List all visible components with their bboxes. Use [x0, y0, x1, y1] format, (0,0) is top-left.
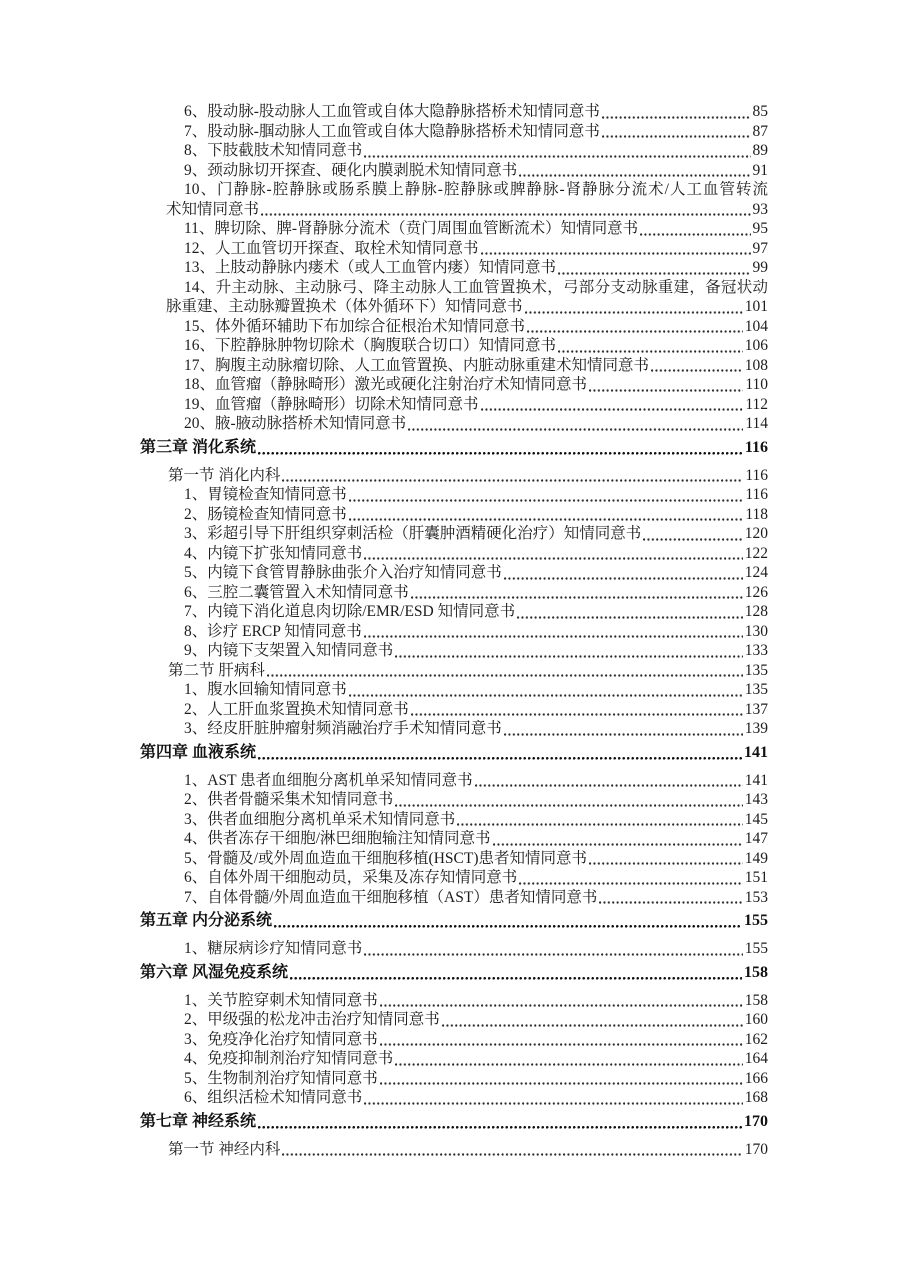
- toc-entry-title: 4、供者冻存干细胞/淋巴细胞输注知情同意书: [184, 830, 491, 847]
- dot-leader: [379, 1069, 744, 1089]
- dot-leader: [601, 102, 752, 122]
- toc-entry-page: 106: [744, 337, 768, 354]
- dot-leader: [410, 583, 744, 603]
- dot-leader: [524, 297, 744, 317]
- toc-item[interactable]: [184, 122, 768, 142]
- toc-item[interactable]: [184, 888, 768, 908]
- dot-leader: [601, 122, 752, 142]
- dot-leader: [503, 563, 744, 583]
- toc-entry-title: 7、自体骨髓/外周血造血干细胞移植（AST）患者知情同意书: [184, 888, 598, 906]
- dot-leader: [588, 375, 744, 395]
- toc-item[interactable]: [184, 719, 768, 739]
- toc-entry-page: 147: [744, 830, 768, 847]
- dot-leader: [363, 939, 743, 959]
- dot-leader: [348, 505, 745, 525]
- toc-item-line1[interactable]: [184, 278, 768, 298]
- toc-entry-title: 6、股动脉-股动脉人工血管或自体大隐静脉搭桥术知情同意书: [184, 103, 600, 120]
- dot-leader: [518, 161, 751, 181]
- dot-leader: [257, 438, 744, 458]
- dot-leader: [407, 414, 744, 434]
- toc-entry-title: 1、糖尿病诊疗知情同意书: [184, 940, 363, 957]
- dot-leader: [642, 524, 743, 544]
- toc-item[interactable]: [184, 1069, 768, 1089]
- toc-item[interactable]: [184, 544, 768, 564]
- toc-entry-title: 3、彩超引导下肝组织穿刺活检（肝囊肿酒精硬化治疗）知情同意书: [184, 525, 642, 542]
- toc-item[interactable]: [184, 641, 768, 661]
- toc-item[interactable]: [184, 395, 768, 415]
- dot-leader: [363, 544, 743, 564]
- toc-entry-page: 160: [744, 1011, 768, 1028]
- toc-entry-title: 15、体外循环辅助下布加综合征根治术知情同意书: [184, 317, 526, 335]
- toc-entry-page: 126: [744, 583, 768, 601]
- toc-entry-page: 170: [744, 1140, 768, 1158]
- toc-entry-title: 17、胸腹主动脉瘤切除、人工血管置换、内脏动脉重建术知情同意书: [184, 356, 650, 374]
- dot-leader: [557, 336, 744, 356]
- toc-entry-page: 120: [744, 525, 768, 542]
- dot-leader: [588, 849, 744, 869]
- toc-entry-title: 5、内镜下食管胃静脉曲张介入治疗知情同意书: [184, 564, 502, 581]
- dot-leader: [516, 602, 744, 622]
- toc-entry-title: 第二节 肝病科: [168, 661, 265, 679]
- toc-item[interactable]: [184, 239, 768, 259]
- toc-entry-page: 108: [744, 356, 768, 374]
- toc-chapter[interactable]: [140, 743, 768, 763]
- toc-entry-page: 158: [744, 991, 768, 1009]
- toc-entry-page: 99: [752, 259, 768, 276]
- toc-entry-title: 第六章 风湿免疫系统: [140, 963, 289, 981]
- dot-leader: [526, 317, 744, 337]
- dot-leader: [639, 219, 751, 239]
- toc-entry-page: 143: [744, 791, 768, 808]
- dot-leader: [456, 810, 743, 830]
- dot-leader: [257, 743, 743, 763]
- toc-item[interactable]: [184, 102, 768, 122]
- toc-entry-page: 85: [752, 103, 768, 120]
- toc-item[interactable]: [184, 849, 768, 869]
- dot-leader: [379, 991, 744, 1011]
- toc-entry-page: 166: [744, 1069, 768, 1087]
- toc-section[interactable]: [168, 1140, 768, 1160]
- toc-entry-title: 2、甲级强的松龙冲击治疗知情同意书: [184, 1011, 440, 1028]
- dot-leader: [281, 1140, 743, 1160]
- toc-entry-title: 3、供者血细胞分离机单采术知情同意书: [184, 810, 456, 828]
- toc-entry-title-continued: 脉重建、主动脉瓣置换术（体外循环下）知情同意书: [166, 298, 523, 315]
- toc-entry-page: 168: [744, 1089, 768, 1106]
- toc-entry-title: 2、供者骨髓采集术知情同意书: [184, 791, 394, 808]
- dot-leader: [503, 719, 744, 739]
- toc-entry-title: 20、腋-腋动脉搭桥术知情同意书: [184, 415, 407, 432]
- toc-entry-page: 91: [752, 161, 768, 179]
- dot-leader: [474, 771, 744, 791]
- toc-item-line1[interactable]: [184, 180, 768, 200]
- toc-entry-title: 9、内镜下支架置入知情同意书: [184, 642, 394, 659]
- toc-entry-title: 2、肠镜检查知情同意书: [184, 505, 347, 523]
- toc-item[interactable]: [184, 141, 768, 161]
- toc-entry-title: 第四章 血液系统: [140, 743, 257, 761]
- toc-entry-title: 3、免疫净化治疗知情同意书: [184, 1030, 378, 1048]
- toc-entry-title: 8、下肢截肢术知情同意书: [184, 142, 363, 159]
- dot-leader: [379, 1030, 744, 1050]
- toc-entry-page: 116: [745, 486, 768, 503]
- toc-entry-page: 135: [744, 661, 768, 679]
- toc-item[interactable]: [184, 991, 768, 1011]
- toc-item[interactable]: [184, 219, 768, 239]
- toc-entry-title: 第五章 内分泌系统: [140, 912, 273, 929]
- dot-leader: [557, 258, 751, 278]
- dot-leader: [281, 466, 744, 486]
- dot-leader: [266, 661, 744, 681]
- toc-entry-title: 第七章 神经系统: [140, 1112, 257, 1130]
- dot-leader: [348, 485, 745, 505]
- toc-entry-page: 164: [744, 1050, 768, 1067]
- toc-entry-title: 6、三腔二囊管置入术知情同意书: [184, 583, 409, 601]
- toc-entry-page: 104: [744, 317, 768, 335]
- toc-section[interactable]: [168, 466, 768, 486]
- toc-entry-title: 14、升主动脉、主动脉弓、降主动脉人工血管置换术，弓部分支动脉重建，备冠状动: [184, 278, 768, 296]
- toc-entry-title: 6、自体外周干细胞动员，采集及冻存知情同意书: [184, 869, 518, 886]
- toc-entry-title: 19、血管瘤（静脉畸形）切除术知情同意书: [184, 395, 479, 413]
- dot-leader: [480, 395, 745, 415]
- toc-entry-page: 101: [744, 298, 768, 315]
- toc-item[interactable]: [184, 1049, 768, 1069]
- toc-entry-title: 9、颈动脉切开探查、硬化内膜剥脱术知情同意书: [184, 161, 518, 179]
- toc-item[interactable]: [184, 700, 768, 720]
- dot-leader: [441, 1010, 744, 1030]
- toc-entry-title: 第一节 神经内科: [168, 1140, 281, 1158]
- toc-entry-title: 1、AST 患者血细胞分离机单采知情同意书: [184, 771, 473, 789]
- toc-entry-title: 10、门静脉-腔静脉或肠系膜上静脉-腔静脉或脾静脉-肾静脉分流术/人工血管转流: [184, 181, 768, 198]
- toc-item-line2[interactable]: [166, 200, 768, 220]
- toc-entry-title: 2、人工肝血浆置换术知情同意书: [184, 700, 409, 718]
- toc-item[interactable]: [184, 829, 768, 849]
- toc-item[interactable]: [184, 258, 768, 278]
- toc-item[interactable]: [184, 680, 768, 700]
- toc-entry-page: 114: [745, 415, 768, 432]
- toc-item[interactable]: [184, 602, 768, 622]
- toc-entry-page: 116: [744, 438, 768, 456]
- toc-entry-title: 12、人工血管切开探查、取栓术知情同意书: [184, 239, 479, 257]
- toc-chapter[interactable]: [140, 438, 768, 458]
- toc-entry-title: 8、诊疗 ERCP 知情同意书: [184, 622, 362, 640]
- toc-entry-page: 116: [745, 466, 768, 484]
- dot-leader: [363, 622, 744, 642]
- toc-entry-title: 1、关节腔穿刺术知情同意书: [184, 991, 378, 1009]
- toc-entry-page: 128: [744, 603, 768, 620]
- dot-leader: [598, 888, 743, 908]
- toc-item[interactable]: [184, 1030, 768, 1050]
- dot-leader: [650, 356, 744, 376]
- toc-item[interactable]: [184, 375, 768, 395]
- toc-entry-title: 3、经皮肝脏肿瘤射频消融治疗手术知情同意书: [184, 720, 502, 737]
- toc-entry-page: 133: [744, 642, 768, 659]
- dot-leader: [363, 1088, 743, 1108]
- toc-item[interactable]: [184, 790, 768, 810]
- toc-entry-page: 158: [744, 963, 768, 981]
- dot-leader: [480, 239, 752, 259]
- toc-entry-page: 130: [744, 622, 768, 640]
- toc-item[interactable]: [184, 161, 768, 181]
- toc-entry-page: 135: [744, 681, 768, 698]
- toc-item[interactable]: [184, 1010, 768, 1030]
- dot-leader: [289, 963, 743, 983]
- toc-entry-page: 149: [744, 849, 768, 867]
- toc-item[interactable]: [184, 1088, 768, 1108]
- toc-entry-title: 7、内镜下消化道息肉切除/EMR/ESD 知情同意书: [184, 603, 516, 620]
- dot-leader: [363, 141, 751, 161]
- toc-item[interactable]: [184, 563, 768, 583]
- toc-item[interactable]: [184, 810, 768, 830]
- toc-entry-page: 112: [745, 395, 768, 413]
- toc-entry-title: 13、上肢动静脉内瘘术（或人工血管内瘘）知情同意书: [184, 259, 557, 276]
- toc-item-line2[interactable]: [166, 297, 768, 317]
- toc-entry-page: 93: [752, 200, 768, 218]
- toc-chapter[interactable]: [140, 911, 768, 931]
- toc-section[interactable]: [168, 661, 768, 681]
- toc-chapter[interactable]: [140, 963, 768, 983]
- toc-entry-page: 145: [744, 810, 768, 828]
- toc-item[interactable]: [184, 485, 768, 505]
- dot-leader: [518, 868, 743, 888]
- toc-entry-page: 124: [744, 564, 768, 581]
- toc-entry-title: 6、组织活检术知情同意书: [184, 1089, 363, 1106]
- table-of-contents: [140, 102, 768, 1159]
- toc-item[interactable]: [184, 414, 768, 434]
- dot-leader: [394, 790, 743, 810]
- toc-item[interactable]: [184, 583, 768, 603]
- dot-leader: [410, 700, 744, 720]
- toc-entry-page: 97: [752, 239, 768, 257]
- toc-entry-page: 141: [744, 771, 768, 789]
- toc-entry-page: 122: [744, 544, 768, 562]
- toc-item[interactable]: [184, 524, 768, 544]
- toc-entry-page: 139: [744, 720, 768, 737]
- toc-entry-page: 155: [744, 912, 768, 929]
- dot-leader: [260, 200, 751, 220]
- toc-item[interactable]: [184, 939, 768, 959]
- toc-entry-page: 141: [744, 743, 768, 761]
- toc-item[interactable]: [184, 622, 768, 642]
- toc-entry-title: 第三章 消化系统: [140, 438, 257, 456]
- toc-item[interactable]: [184, 505, 768, 525]
- toc-entry-title: 11、脾切除、脾-肾静脉分流术（贲门周围血管断流术）知情同意书: [184, 220, 639, 237]
- dot-leader: [257, 1112, 743, 1132]
- dot-leader: [348, 680, 744, 700]
- dot-leader: [394, 641, 743, 661]
- toc-entry-page: 110: [745, 376, 768, 393]
- toc-entry-title: 第一节 消化内科: [168, 466, 281, 484]
- toc-entry-title: 7、股动脉-腘动脉人工血管或自体大隐静脉搭桥术知情同意书: [184, 122, 600, 140]
- toc-entry-page: 87: [752, 122, 768, 140]
- toc-entry-title: 1、腹水回输知情同意书: [184, 681, 347, 698]
- toc-entry-page: 151: [744, 869, 768, 886]
- toc-item[interactable]: [184, 771, 768, 791]
- toc-entry-page: 153: [744, 888, 768, 906]
- toc-entry-title: 4、内镜下扩张知情同意书: [184, 544, 363, 562]
- dot-leader: [394, 1049, 743, 1069]
- toc-entry-title: 16、下腔静脉肿物切除术（胸腹联合切口）知情同意书: [184, 337, 557, 354]
- toc-entry-page: 95: [752, 220, 768, 237]
- toc-item[interactable]: [184, 356, 768, 376]
- toc-entry-page: 118: [745, 505, 768, 523]
- toc-entry-title: 4、免疫抑制剂治疗知情同意书: [184, 1050, 394, 1067]
- toc-chapter[interactable]: [140, 1112, 768, 1132]
- toc-item[interactable]: [184, 336, 768, 356]
- toc-entry-title: 1、胃镜检查知情同意书: [184, 486, 347, 503]
- toc-entry-title: 18、血管瘤（静脉畸形）激光或硬化注射治疗术知情同意书: [184, 376, 588, 393]
- toc-entry-page: 89: [752, 142, 768, 159]
- toc-entry-title: 5、生物制剂治疗知情同意书: [184, 1069, 378, 1087]
- toc-item[interactable]: [184, 317, 768, 337]
- toc-entry-title-continued: 术知情同意书: [166, 200, 260, 218]
- toc-entry-page: 170: [744, 1112, 768, 1130]
- toc-entry-page: 162: [744, 1030, 768, 1048]
- toc-entry-title: 5、骨髓及/或外周血造血干细胞移植(HSCT)患者知情同意书: [184, 849, 588, 867]
- toc-entry-page: 137: [744, 700, 768, 718]
- dot-leader: [492, 829, 744, 849]
- dot-leader: [273, 911, 743, 931]
- toc-entry-page: 155: [744, 940, 768, 957]
- toc-item[interactable]: [184, 868, 768, 888]
